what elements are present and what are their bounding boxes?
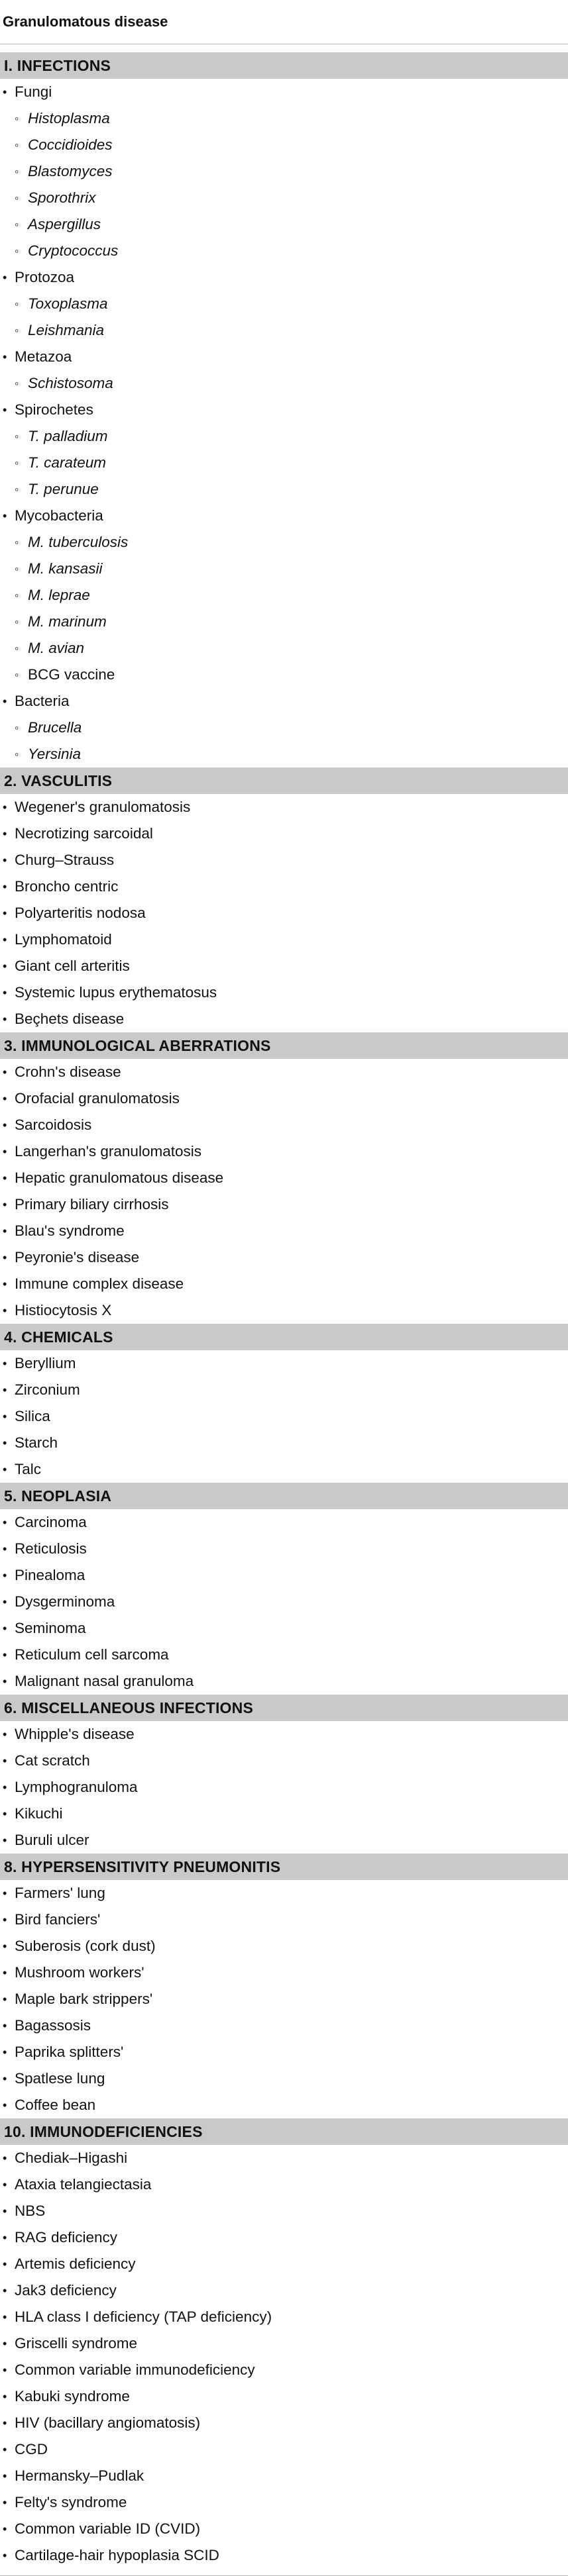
list-item-label: Peyronie's disease (15, 1249, 140, 1265)
list-item (0, 476, 568, 503)
list-item (0, 423, 568, 450)
list-item (0, 1509, 568, 1536)
list-item-label: M. marinum (28, 613, 107, 630)
list-item-label: M. kansasii (28, 560, 103, 577)
section-header: I. INFECTIONS (0, 52, 568, 79)
hollow-bullet-icon: ◦ (15, 456, 19, 470)
bullet-icon: • (3, 1992, 7, 2006)
list-item-label: Histiocytosis X (15, 1302, 112, 1318)
list-item-label: M. tuberculosis (28, 534, 129, 550)
list-item (0, 873, 568, 900)
list-item-label: Starch (15, 1434, 58, 1451)
bullet-icon: • (3, 2495, 7, 2509)
list-item-label: Primary biliary cirrhosis (15, 1196, 169, 1213)
bullet-icon: • (3, 1383, 7, 1397)
list-item (0, 1615, 568, 1642)
hollow-bullet-icon: ◦ (15, 297, 19, 311)
bullet-icon: • (3, 1144, 7, 1158)
list-item-label: Beryllium (15, 1355, 76, 1371)
list-item (0, 2542, 568, 2569)
bullet-icon: • (3, 1939, 7, 1953)
bullet-icon: • (3, 1621, 7, 1635)
list-item (0, 1244, 568, 1271)
list-item (0, 847, 568, 873)
list-item (0, 794, 568, 820)
list-item (0, 582, 568, 609)
list-item (0, 1986, 568, 2012)
list-item (0, 2145, 568, 2171)
bullet-icon: • (3, 1965, 7, 1979)
list-item (0, 1880, 568, 1907)
list-item (0, 2436, 568, 2463)
list-item (0, 609, 568, 635)
list-item-label: Cartilage-hair hypoplasia SCID (15, 2547, 219, 2563)
list-item (0, 2012, 568, 2039)
bullet-icon: • (3, 932, 7, 946)
list-item-label: Kikuchi (15, 1805, 63, 1822)
bullet-icon: • (3, 1197, 7, 1211)
bullet-icon: • (3, 2283, 7, 2297)
list-item (0, 2277, 568, 2304)
bullet-icon: • (3, 85, 7, 99)
list-item-label: T. carateum (28, 454, 106, 471)
table-title: Granulomatous disease (0, 0, 568, 44)
list-item-label: Cryptococcus (28, 242, 119, 259)
list-item (0, 715, 568, 741)
list-item-label: Dysgerminoma (15, 1593, 115, 1610)
list-item-label: Sporothrix (28, 189, 96, 206)
bullet-icon: • (3, 2151, 7, 2165)
bullet-icon: • (3, 2204, 7, 2218)
list-item (0, 397, 568, 423)
bullet-icon: • (3, 1356, 7, 1370)
list-item (0, 741, 568, 768)
list-item-label: Blau's syndrome (15, 1222, 125, 1239)
bullet-icon: • (3, 1886, 7, 1900)
list-item-label: Coccidioides (28, 136, 113, 153)
hollow-bullet-icon: ◦ (15, 217, 19, 231)
list-item (0, 211, 568, 238)
bullet-icon: • (3, 800, 7, 814)
bullet-icon: • (3, 1780, 7, 1794)
list-item (0, 2171, 568, 2198)
hollow-bullet-icon: ◦ (15, 668, 19, 681)
list-item (0, 2198, 568, 2224)
list-item-label: Talc (15, 1461, 42, 1477)
section-header: 10. IMMUNODEFICIENCIES (0, 2118, 568, 2145)
bullet-icon: • (3, 2522, 7, 2536)
bullet-icon: • (3, 1542, 7, 1556)
section-header: 3. IMMUNOLOGICAL ABERRATIONS (0, 1032, 568, 1059)
bullet-icon: • (3, 1303, 7, 1317)
hollow-bullet-icon: ◦ (15, 482, 19, 496)
bullet-icon: • (3, 1224, 7, 1238)
bullet-icon: • (3, 1568, 7, 1582)
list-item-label: Spirochetes (15, 401, 93, 418)
bullet-icon: • (3, 694, 7, 708)
list-item-label: Silica (15, 1408, 50, 1424)
list-item (0, 2224, 568, 2251)
title-spacer (0, 44, 568, 52)
list-item-label: Common variable immunodeficiency (15, 2361, 255, 2378)
bullet-icon: • (3, 2469, 7, 2483)
list-item (0, 1589, 568, 1615)
list-item-label: HLA class I deficiency (TAP deficiency) (15, 2308, 272, 2325)
list-item (0, 2489, 568, 2516)
list-item-label: Wegener's granulomatosis (15, 799, 191, 815)
list-item-label: Jak3 deficiency (15, 2282, 117, 2299)
bullet-icon: • (3, 826, 7, 840)
list-item-label: Coffee bean (15, 2097, 96, 2113)
list-item-label: Malignant nasal granuloma (15, 1673, 194, 1689)
list-item-label: Whipple's disease (15, 1726, 135, 1742)
list-item-label: CGD (15, 2441, 48, 2457)
list-item-label: RAG deficiency (15, 2229, 118, 2246)
hollow-bullet-icon: ◦ (15, 244, 19, 258)
bullet-icon: • (3, 403, 7, 417)
bullet-icon: • (3, 1807, 7, 1820)
hollow-bullet-icon: ◦ (15, 562, 19, 575)
list-item (0, 79, 568, 105)
list-item-label: Cat scratch (15, 1752, 90, 1769)
list-item (0, 1377, 568, 1403)
bullet-icon: • (3, 2310, 7, 2324)
list-item (0, 2383, 568, 2410)
list-item (0, 1165, 568, 1191)
section-header: 4. CHEMICALS (0, 1324, 568, 1350)
list-item (0, 1403, 568, 1430)
bullet-icon: • (3, 1754, 7, 1767)
list-item-label: Griscelli syndrome (15, 2335, 138, 2352)
list-item-label: Orofacial granulomatosis (15, 1090, 180, 1107)
list-item-label: Farmers' lung (15, 1885, 105, 1901)
list-item (0, 158, 568, 185)
list-item (0, 317, 568, 344)
bullet-icon: • (3, 2363, 7, 2377)
list-item (0, 105, 568, 132)
list-item-label: Lymphogranuloma (15, 1779, 138, 1795)
list-item-label: Lymphomatoid (15, 931, 112, 948)
bullet-icon: • (3, 1727, 7, 1741)
list-item (0, 185, 568, 211)
bullet-icon: • (3, 1250, 7, 1264)
hollow-bullet-icon: ◦ (15, 641, 19, 655)
list-item (0, 2251, 568, 2277)
list-item (0, 1191, 568, 1218)
bullet-icon: • (3, 1595, 7, 1609)
list-item (0, 2065, 568, 2092)
list-item (0, 1933, 568, 1959)
bullet-icon: • (3, 1012, 7, 1026)
list-item (0, 1959, 568, 1986)
bullet-icon: • (3, 959, 7, 973)
bullet-icon: • (3, 2548, 7, 2562)
list-item (0, 450, 568, 476)
list-item (0, 979, 568, 1006)
list-item-label: Felty's syndrome (15, 2494, 127, 2510)
list-item-label: Bagassosis (15, 2017, 91, 2034)
list-item-label: Hermansky–Pudlak (15, 2467, 144, 2484)
bullet-icon: • (3, 1462, 7, 1476)
list-item-label: Bird fanciers' (15, 1911, 101, 1928)
bullet-icon: • (3, 1409, 7, 1423)
bullet-icon: • (3, 1171, 7, 1185)
list-item-label: Ataxia telangiectasia (15, 2176, 152, 2193)
bullet-icon: • (3, 985, 7, 999)
list-item (0, 1112, 568, 1138)
list-item (0, 2330, 568, 2357)
list-item-label: Brucella (28, 719, 82, 736)
bullet-icon: • (3, 2389, 7, 2403)
bullet-icon: • (3, 1065, 7, 1079)
bullet-icon: • (3, 1912, 7, 1926)
list-item-label: Histoplasma (28, 110, 110, 126)
list-item-label: Aspergillus (28, 216, 101, 232)
list-item (0, 2357, 568, 2383)
list-item-label: Paprika splitters' (15, 2044, 124, 2060)
list-item-label: Crohn's disease (15, 1064, 121, 1080)
list-item (0, 1138, 568, 1165)
bullet-icon: • (3, 270, 7, 284)
list-item (0, 2304, 568, 2330)
list-item (0, 2410, 568, 2436)
list-item (0, 370, 568, 397)
list-item (0, 662, 568, 688)
bullet-icon: • (3, 2045, 7, 2059)
list-item-label: NBS (15, 2203, 46, 2219)
list-item (0, 503, 568, 529)
list-item-label: Schistosoma (28, 375, 113, 391)
list-item-label: M. leprae (28, 587, 90, 603)
bullet-icon: • (3, 2230, 7, 2244)
list-item-label: Broncho centric (15, 878, 119, 895)
bullet-icon: • (3, 2018, 7, 2032)
list-item-label: Carcinoma (15, 1514, 87, 1530)
list-item (0, 1536, 568, 1562)
list-item-label: Bacteria (15, 693, 70, 709)
bullet-icon: • (3, 1833, 7, 1847)
bullet-icon: • (3, 2098, 7, 2112)
bullet-icon: • (3, 1436, 7, 1450)
list-item (0, 1006, 568, 1032)
list-item-label: Necrotizing sarcoidal (15, 825, 153, 842)
bullet-icon: • (3, 879, 7, 893)
hollow-bullet-icon: ◦ (15, 720, 19, 734)
bullet-icon: • (3, 350, 7, 364)
list-item-label: Toxoplasma (28, 295, 108, 312)
list-item-label: Mushroom workers' (15, 1964, 144, 1981)
list-item (0, 1774, 568, 1801)
list-item-label: Pinealoma (15, 1567, 85, 1583)
list-item (0, 1297, 568, 1324)
list-item-label: Systemic lupus erythematosus (15, 984, 217, 1001)
list-item (0, 1827, 568, 1854)
list-item-label: Yersinia (28, 746, 82, 762)
list-item-label: Common variable ID (CVID) (15, 2520, 201, 2537)
list-item-label: Polyarteritis nodosa (15, 905, 146, 921)
list-item (0, 1271, 568, 1297)
hollow-bullet-icon: ◦ (15, 429, 19, 443)
list-item-label: Seminoma (15, 1620, 86, 1636)
section-header: 2. VASCULITIS (0, 768, 568, 794)
bullet-icon: • (3, 1515, 7, 1529)
list-item (0, 344, 568, 370)
list-item (0, 1907, 568, 1933)
list-item-label: Sarcoidosis (15, 1116, 92, 1133)
list-item (0, 132, 568, 158)
list-item (0, 1456, 568, 1483)
list-item-label: M. avian (28, 640, 85, 656)
list-item-label: T. perunue (28, 481, 99, 497)
list-item (0, 1562, 568, 1589)
list-item-label: Immune complex disease (15, 1275, 184, 1292)
list-item-label: Reticulosis (15, 1540, 87, 1557)
list-item-label: Protozoa (15, 269, 75, 285)
hollow-bullet-icon: ◦ (15, 191, 19, 205)
bullet-icon: • (3, 2071, 7, 2085)
bullet-icon: • (3, 2416, 7, 2430)
list-item-label: Metazoa (15, 348, 72, 365)
list-item (0, 900, 568, 926)
list-item (0, 1218, 568, 1244)
list-item (0, 2463, 568, 2489)
list-item-label: Reticulum cell sarcoma (15, 1646, 169, 1663)
list-item (0, 1801, 568, 1827)
list-item (0, 953, 568, 979)
bullet-icon: • (3, 1674, 7, 1688)
list-item (0, 820, 568, 847)
list-item-label: Fungi (15, 83, 52, 100)
hollow-bullet-icon: ◦ (15, 164, 19, 178)
list-item-label: HIV (bacillary angiomatosis) (15, 2414, 201, 2431)
list-item-label: Chediak–Higashi (15, 2150, 128, 2166)
bullet-icon: • (3, 509, 7, 522)
list-item-label: Blastomyces (28, 163, 113, 179)
bullet-icon: • (3, 2257, 7, 2271)
list-item (0, 1059, 568, 1085)
list-item (0, 1430, 568, 1456)
list-item (0, 2516, 568, 2542)
list-item (0, 2092, 568, 2118)
hollow-bullet-icon: ◦ (15, 535, 19, 549)
list-item (0, 2039, 568, 2065)
list-item (0, 1748, 568, 1774)
bullet-icon: • (3, 1091, 7, 1105)
bullet-icon: • (3, 906, 7, 920)
hollow-bullet-icon: ◦ (15, 323, 19, 337)
list-item (0, 264, 568, 291)
list-item-label: Beçhets disease (15, 1011, 125, 1027)
list-item-label: Leishmania (28, 322, 105, 338)
bullet-icon: • (3, 1277, 7, 1291)
list-item (0, 1085, 568, 1112)
list-item (0, 291, 568, 317)
list-item (0, 1668, 568, 1695)
bullet-icon: • (3, 1648, 7, 1661)
hollow-bullet-icon: ◦ (15, 615, 19, 628)
list-item (0, 926, 568, 953)
list-item-label: Churg–Strauss (15, 852, 115, 868)
bullet-icon: • (3, 1118, 7, 1132)
list-item (0, 635, 568, 662)
list-item-label: Giant cell arteritis (15, 958, 130, 974)
list-item (0, 556, 568, 582)
list-item-label: Spatlese lung (15, 2070, 105, 2087)
hollow-bullet-icon: ◦ (15, 376, 19, 390)
hollow-bullet-icon: ◦ (15, 111, 19, 125)
section-header: 5. NEOPLASIA (0, 1483, 568, 1509)
list-item-label: BCG vaccine (28, 666, 115, 683)
list-item-label: Suberosis (cork dust) (15, 1938, 156, 1954)
list-item (0, 1642, 568, 1668)
section-header: 8. HYPERSENSITIVITY PNEUMONITIS (0, 1854, 568, 1880)
list-item-label: Hepatic granulomatous disease (15, 1169, 224, 1186)
list-item (0, 1721, 568, 1748)
list-item-label: Buruli ulcer (15, 1832, 89, 1848)
bullet-icon: • (3, 2442, 7, 2456)
list-item-label: T. palladium (28, 428, 108, 444)
bullet-icon: • (3, 853, 7, 867)
bullet-icon: • (3, 2336, 7, 2350)
list-item-label: Zirconium (15, 1381, 80, 1398)
table-body (0, 52, 568, 2569)
list-item (0, 1350, 568, 1377)
section-header: 6. MISCELLANEOUS INFECTIONS (0, 1695, 568, 1721)
hollow-bullet-icon: ◦ (15, 588, 19, 602)
list-item-label: Maple bark strippers' (15, 1991, 153, 2007)
list-item-label: Kabuki syndrome (15, 2388, 130, 2404)
hollow-bullet-icon: ◦ (15, 138, 19, 152)
list-item-label: Langerhan's granulomatosis (15, 1143, 201, 1160)
list-item-label: Artemis deficiency (15, 2255, 136, 2272)
list-item (0, 529, 568, 556)
hollow-bullet-icon: ◦ (15, 747, 19, 761)
list-item (0, 238, 568, 264)
list-item (0, 688, 568, 715)
list-item-label: Mycobacteria (15, 507, 103, 524)
bullet-icon: • (3, 2177, 7, 2191)
